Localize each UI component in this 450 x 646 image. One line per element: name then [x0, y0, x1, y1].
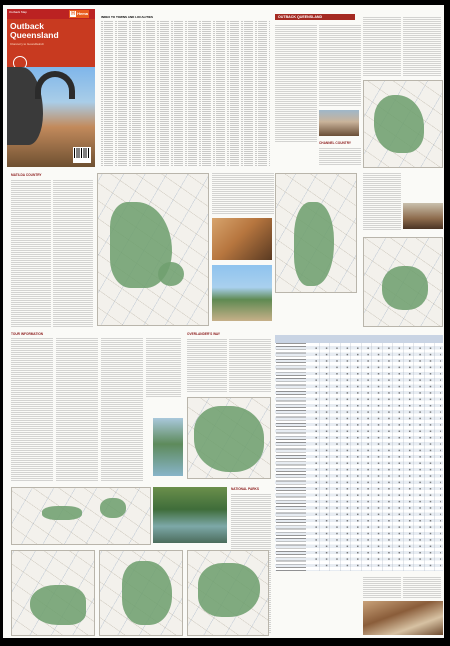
- text-column: [229, 339, 271, 393]
- hema-logo: [69, 10, 89, 18]
- text-column: [146, 338, 181, 398]
- photo-outback: [319, 110, 359, 136]
- index-panel: [99, 9, 272, 167]
- text-column: [319, 25, 361, 107]
- photo-campsite: [212, 265, 272, 321]
- photo-waterhole: [153, 418, 183, 476]
- text-column: [319, 148, 361, 166]
- park-area: [198, 563, 260, 617]
- text-column: [53, 180, 93, 328]
- brand-label: Outback Map: [9, 10, 27, 14]
- map-park-3: [187, 550, 269, 636]
- section-national-parks: NATIONAL PARKS: [231, 487, 259, 491]
- text-column: [101, 338, 143, 482]
- park-area: [194, 406, 264, 472]
- text-column: [212, 173, 274, 215]
- table-row-names: [276, 343, 306, 571]
- section-overlanders-way: OVERLANDER'S WAY: [187, 332, 221, 336]
- text-column: [363, 17, 401, 77]
- photo-rock-art: [212, 218, 272, 260]
- map-park-2: [99, 550, 183, 636]
- hema-h-icon: H: [71, 11, 75, 17]
- park-area: [100, 498, 126, 518]
- park-area: [30, 585, 86, 625]
- text-column: [187, 339, 227, 393]
- text-column: [56, 338, 98, 482]
- section-tour-information: TOUR INFORMATION: [11, 332, 44, 336]
- text-column: [363, 577, 401, 599]
- section-outback-queensland: OUTBACK QUEENSLAND: [275, 14, 355, 20]
- barcode: [73, 147, 91, 163]
- map-channel-country: [363, 80, 443, 168]
- hema-logo-text: Hema: [77, 11, 88, 16]
- facility-dots: [311, 345, 441, 569]
- index-title: INDEX TO TOWNS AND LOCALITIES: [101, 15, 153, 19]
- section-matilda-country: MATILDA COUNTRY: [11, 173, 42, 177]
- section-channel-country: CHANNEL COUNTRY: [319, 141, 352, 145]
- text-column: [11, 180, 51, 328]
- map-long-route: [11, 487, 151, 545]
- photo-river: [403, 203, 443, 229]
- map-plains: [363, 237, 443, 327]
- map-outback-region: [275, 173, 357, 293]
- text-column: [275, 25, 317, 143]
- map-park-1: [11, 550, 95, 636]
- park-area: [294, 202, 334, 286]
- cover-panel: [7, 9, 95, 167]
- photo-gorge: [153, 487, 227, 543]
- text-column: [403, 17, 441, 77]
- text-column: [363, 173, 401, 231]
- park-area: [122, 561, 172, 625]
- index-columns: [101, 21, 270, 167]
- map-sheet: [3, 5, 444, 638]
- map-matilda-country: [97, 173, 209, 326]
- park-area: [158, 262, 184, 286]
- cover-title: Outback Queensland: [10, 21, 59, 40]
- national-parks-table: [275, 331, 443, 571]
- photo-rock-formation: [363, 601, 443, 635]
- park-area: [42, 506, 82, 520]
- map-overlanders-way: [187, 397, 271, 479]
- table-header: [275, 335, 443, 343]
- park-area: [382, 266, 428, 310]
- text-column: [11, 338, 53, 482]
- cover-subtitle: Cloncurry to Goondiwindi: [10, 42, 44, 46]
- text-column: [403, 577, 441, 599]
